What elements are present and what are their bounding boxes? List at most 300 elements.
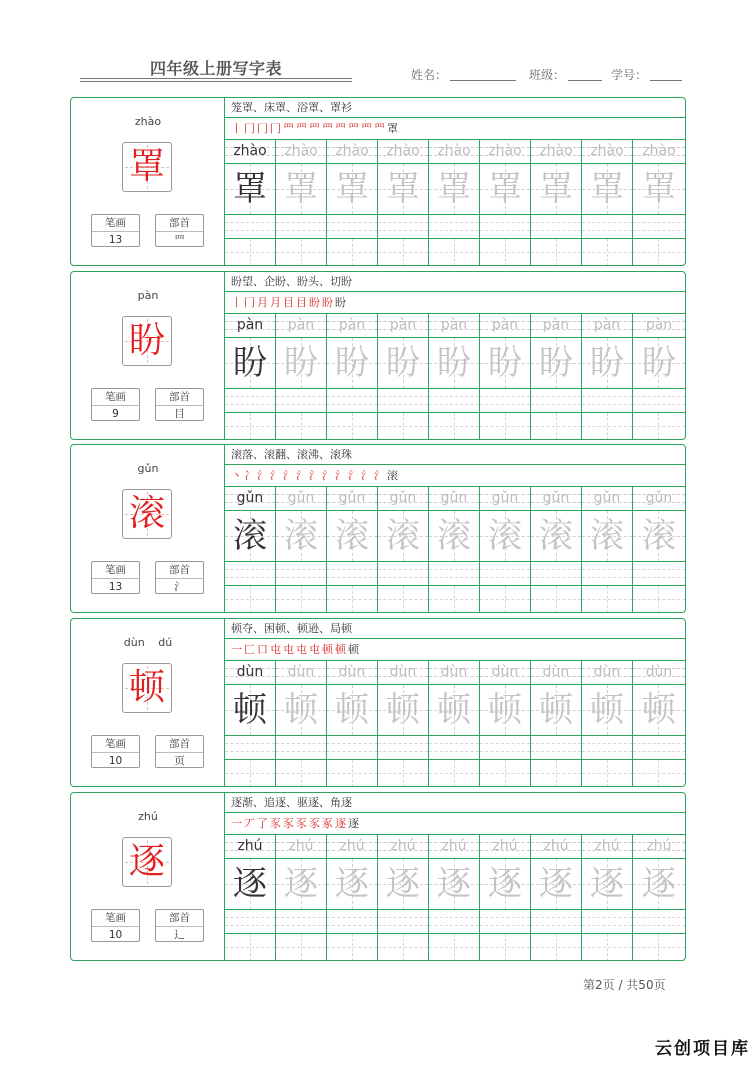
pinyin-cell xyxy=(531,487,581,511)
pinyin-label: zhú xyxy=(138,810,158,823)
blank-pinyin-cell[interactable] xyxy=(327,215,377,239)
page-title: 四年级上册写字表 xyxy=(149,59,282,78)
blank-character-cell[interactable] xyxy=(378,413,428,440)
blank-character-cell[interactable] xyxy=(582,413,632,440)
character-cell[interactable] xyxy=(582,511,632,562)
character-trace: 罩 xyxy=(335,169,369,209)
stroke-step: 氵 xyxy=(374,469,385,482)
blank-character-cell[interactable] xyxy=(327,239,377,266)
blank-pinyin-cell[interactable] xyxy=(582,389,632,413)
blank-pinyin-cell[interactable] xyxy=(633,215,685,239)
blank-character-cell[interactable] xyxy=(480,239,530,266)
character-cell[interactable] xyxy=(582,859,632,910)
writing-column xyxy=(531,835,582,961)
name-blank[interactable] xyxy=(450,68,516,81)
blank-character-cell[interactable] xyxy=(582,934,632,961)
blank-character-cell[interactable] xyxy=(531,760,581,787)
character-trace: 盼 xyxy=(335,343,369,383)
writing-column xyxy=(531,140,582,266)
blank-pinyin-cell[interactable] xyxy=(225,910,275,934)
character-cell[interactable] xyxy=(225,338,275,389)
blank-pinyin-cell[interactable] xyxy=(378,215,428,239)
character-model: 顿 xyxy=(233,690,267,730)
radical-box xyxy=(155,388,204,421)
character-cell[interactable] xyxy=(327,164,377,215)
blank-character-cell[interactable] xyxy=(633,586,685,613)
stroke-step: 氵 xyxy=(309,469,320,482)
blank-character-cell[interactable] xyxy=(378,934,428,961)
stroke-step: 罒 xyxy=(348,122,359,135)
pinyin-trace: zhú xyxy=(339,838,365,854)
blank-pinyin-cell[interactable] xyxy=(225,215,275,239)
character-trace: 逐 xyxy=(386,864,420,904)
pinyin-cell xyxy=(225,487,275,511)
stroke-count-box xyxy=(91,388,140,421)
blank-pinyin-cell[interactable] xyxy=(276,736,326,760)
blank-character-cell[interactable] xyxy=(633,239,685,266)
blank-character-cell[interactable] xyxy=(378,239,428,266)
character-trace: 盼 xyxy=(437,343,471,383)
stroke-step: 冂 xyxy=(257,122,268,135)
character-glyph: 盼 xyxy=(128,320,165,361)
stroke-step: 罒 xyxy=(322,122,333,135)
pinyin-cell xyxy=(327,140,377,164)
blank-character-cell[interactable] xyxy=(582,760,632,787)
character-cell[interactable] xyxy=(582,685,632,736)
blank-pinyin-cell[interactable] xyxy=(582,562,632,586)
stroke-step: 氵 xyxy=(257,469,268,482)
pinyin-trace: dùn xyxy=(338,664,366,680)
writing-column xyxy=(582,487,633,613)
blank-pinyin-cell[interactable] xyxy=(276,215,326,239)
stroke-step: 冂 xyxy=(244,122,255,135)
character-trace: 滚 xyxy=(284,516,318,556)
stroke-step: 豕 xyxy=(270,817,281,830)
stroke-step: 丆 xyxy=(244,817,255,830)
writing-column xyxy=(531,314,582,440)
class-blank[interactable] xyxy=(568,68,602,81)
character-cell[interactable] xyxy=(633,859,685,910)
stroke-count-value: 10 xyxy=(108,929,123,941)
blank-character-cell[interactable] xyxy=(429,239,479,266)
character-cell[interactable] xyxy=(531,338,581,389)
pinyin-label: zhào xyxy=(134,115,162,128)
blank-pinyin-cell[interactable] xyxy=(225,562,275,586)
writing-grid xyxy=(225,835,685,961)
blank-pinyin-cell[interactable] xyxy=(633,736,685,760)
writing-column xyxy=(633,314,685,440)
pinyin-cell xyxy=(582,835,632,859)
character-info-panel xyxy=(71,619,225,786)
writing-column xyxy=(276,661,327,787)
example-words: 顿夺、困顿、顿逊、局顿 xyxy=(225,619,685,639)
character-cell[interactable] xyxy=(633,338,685,389)
pinyin-trace: zhào xyxy=(284,143,318,159)
blank-pinyin-cell[interactable] xyxy=(480,562,530,586)
blank-pinyin-cell[interactable] xyxy=(429,736,479,760)
pinyin-cell xyxy=(429,835,479,859)
student-id-field[interactable] xyxy=(611,66,682,83)
character-trace: 顿 xyxy=(335,690,369,730)
blank-character-cell[interactable] xyxy=(633,760,685,787)
pinyin-cell xyxy=(633,314,685,338)
blank-pinyin-cell[interactable] xyxy=(327,562,377,586)
student-id-blank[interactable] xyxy=(650,68,682,81)
stroke-step: 氵 xyxy=(296,469,307,482)
blank-character-cell[interactable] xyxy=(378,586,428,613)
writing-column xyxy=(582,835,633,961)
character-trace: 逐 xyxy=(335,864,369,904)
blank-character-cell[interactable] xyxy=(327,760,377,787)
class-label: 班级： xyxy=(529,68,566,82)
stroke-step: 盼 xyxy=(322,296,333,309)
stroke-step: 罒 xyxy=(361,122,372,135)
writing-grid xyxy=(225,140,685,266)
character-trace: 顿 xyxy=(488,690,522,730)
pinyin-trace: pàn xyxy=(287,317,315,333)
character-cell[interactable] xyxy=(633,164,685,215)
character-trace: 滚 xyxy=(437,516,471,556)
character-cell[interactable] xyxy=(582,338,632,389)
pinyin-trace: dùn xyxy=(440,664,468,680)
blank-character-cell[interactable] xyxy=(480,934,530,961)
character-cell[interactable] xyxy=(531,164,581,215)
character-card xyxy=(70,792,686,961)
blank-pinyin-cell[interactable] xyxy=(531,562,581,586)
character-trace: 滚 xyxy=(335,516,369,556)
character-trace: 盼 xyxy=(284,343,318,383)
writing-column xyxy=(582,314,633,440)
character-cell[interactable] xyxy=(276,685,326,736)
writing-column xyxy=(225,661,276,787)
writing-column xyxy=(480,140,531,266)
writing-column xyxy=(378,140,429,266)
writing-column xyxy=(378,487,429,613)
blank-character-cell[interactable] xyxy=(327,413,377,440)
blank-pinyin-cell[interactable] xyxy=(327,736,377,760)
pinyin-trace: gǔn xyxy=(491,490,519,506)
stroke-step: 逐 xyxy=(335,817,346,830)
pinyin-cell xyxy=(480,487,530,511)
blank-character-cell[interactable] xyxy=(429,586,479,613)
blank-character-cell[interactable] xyxy=(327,586,377,613)
character-cell[interactable] xyxy=(276,338,326,389)
blank-pinyin-cell[interactable] xyxy=(531,389,581,413)
class-field[interactable] xyxy=(529,66,602,83)
stroke-step: 月 xyxy=(257,296,268,309)
stroke-step: 月 xyxy=(270,296,281,309)
radical-value: 罒 xyxy=(174,234,185,246)
student-id-label: 学号： xyxy=(611,68,648,82)
pinyin-trace: pàn xyxy=(338,317,366,333)
writing-grid xyxy=(225,314,685,440)
character-cell[interactable] xyxy=(480,164,530,215)
character-info-panel xyxy=(71,98,225,265)
title-underline xyxy=(80,78,352,79)
blank-character-cell[interactable] xyxy=(633,413,685,440)
radical-label: 部首 xyxy=(156,215,203,232)
character-cell[interactable] xyxy=(480,511,530,562)
blank-pinyin-cell[interactable] xyxy=(480,736,530,760)
character-cell[interactable] xyxy=(327,685,377,736)
practice-area xyxy=(225,793,685,960)
writing-column xyxy=(429,140,480,266)
character-trace: 顿 xyxy=(284,690,318,730)
blank-pinyin-cell[interactable] xyxy=(378,389,428,413)
character-cell[interactable] xyxy=(480,338,530,389)
writing-grid xyxy=(225,487,685,613)
blank-character-cell[interactable] xyxy=(531,586,581,613)
blank-pinyin-cell[interactable] xyxy=(531,910,581,934)
character-cell[interactable] xyxy=(327,511,377,562)
blank-character-cell[interactable] xyxy=(276,934,326,961)
pinyin-trace: zhú xyxy=(646,838,672,854)
pinyin-cell xyxy=(276,487,326,511)
character-cell[interactable] xyxy=(225,685,275,736)
character-cell[interactable] xyxy=(429,859,479,910)
blank-character-cell[interactable] xyxy=(276,239,326,266)
blank-character-cell[interactable] xyxy=(378,760,428,787)
character-cell[interactable] xyxy=(429,164,479,215)
character-cell[interactable] xyxy=(480,685,530,736)
blank-character-cell[interactable] xyxy=(429,413,479,440)
blank-character-cell[interactable] xyxy=(480,413,530,440)
character-cell[interactable] xyxy=(633,511,685,562)
character-cell[interactable] xyxy=(531,859,581,910)
character-trace: 逐 xyxy=(437,864,471,904)
character-trace: 滚 xyxy=(590,516,624,556)
pinyin-model: gǔn xyxy=(236,490,264,506)
pinyin-cell xyxy=(327,835,377,859)
blank-pinyin-cell[interactable] xyxy=(480,215,530,239)
writing-column xyxy=(276,835,327,961)
pinyin-cell xyxy=(276,835,326,859)
pinyin-cell xyxy=(633,835,685,859)
pinyin-cell xyxy=(480,835,530,859)
character-trace: 逐 xyxy=(642,864,676,904)
blank-pinyin-cell[interactable] xyxy=(480,910,530,934)
blank-character-cell[interactable] xyxy=(225,760,275,787)
character-cell[interactable] xyxy=(429,685,479,736)
blank-character-cell[interactable] xyxy=(480,760,530,787)
blank-pinyin-cell[interactable] xyxy=(633,910,685,934)
blank-character-cell[interactable] xyxy=(429,934,479,961)
blank-pinyin-cell[interactable] xyxy=(327,389,377,413)
character-cell[interactable] xyxy=(225,511,275,562)
stroke-step: 罒 xyxy=(335,122,346,135)
writing-column xyxy=(633,140,685,266)
blank-pinyin-cell[interactable] xyxy=(429,215,479,239)
pinyin-cell xyxy=(276,661,326,685)
character-display-box xyxy=(122,489,172,539)
writing-column xyxy=(327,835,378,961)
pinyin-cell xyxy=(429,140,479,164)
character-display-box xyxy=(122,316,172,366)
stroke-step: 丶 xyxy=(231,469,242,482)
pinyin-trace: gǔn xyxy=(338,490,366,506)
name-field[interactable] xyxy=(411,66,516,83)
character-cell[interactable] xyxy=(378,685,428,736)
blank-pinyin-cell[interactable] xyxy=(378,910,428,934)
stroke-step: 罒 xyxy=(309,122,320,135)
blank-character-cell[interactable] xyxy=(276,413,326,440)
character-cell[interactable] xyxy=(582,164,632,215)
blank-character-cell[interactable] xyxy=(531,413,581,440)
character-cell[interactable] xyxy=(276,859,326,910)
stroke-step: 冂 xyxy=(270,122,281,135)
blank-character-cell[interactable] xyxy=(225,413,275,440)
character-cell[interactable] xyxy=(225,164,275,215)
pinyin-cell xyxy=(378,487,428,511)
stroke-step: 匚 xyxy=(244,643,255,656)
writing-column xyxy=(633,835,685,961)
blank-pinyin-cell[interactable] xyxy=(276,389,326,413)
blank-pinyin-cell[interactable] xyxy=(276,910,326,934)
character-trace: 罩 xyxy=(386,169,420,209)
blank-character-cell[interactable] xyxy=(582,239,632,266)
blank-pinyin-cell[interactable] xyxy=(225,736,275,760)
blank-character-cell[interactable] xyxy=(531,239,581,266)
blank-character-cell[interactable] xyxy=(633,934,685,961)
blank-pinyin-cell[interactable] xyxy=(225,389,275,413)
blank-pinyin-cell[interactable] xyxy=(633,562,685,586)
watermark-logo: 云创项目库 xyxy=(655,1039,750,1059)
character-trace: 罩 xyxy=(590,169,624,209)
stroke-step: 一 xyxy=(231,643,242,656)
blank-pinyin-cell[interactable] xyxy=(276,562,326,586)
character-cell[interactable] xyxy=(327,859,377,910)
pinyin-cell xyxy=(327,661,377,685)
character-display-box xyxy=(122,837,172,887)
practice-area xyxy=(225,619,685,786)
pinyin-cell xyxy=(225,140,275,164)
character-glyph: 罩 xyxy=(128,146,165,187)
character-cell[interactable] xyxy=(378,164,428,215)
character-cell[interactable] xyxy=(480,859,530,910)
pinyin-trace: gǔn xyxy=(645,490,673,506)
character-cell[interactable] xyxy=(276,164,326,215)
pinyin-cell xyxy=(633,140,685,164)
blank-pinyin-cell[interactable] xyxy=(531,215,581,239)
pinyin-model: zhú xyxy=(237,838,263,854)
blank-character-cell[interactable] xyxy=(582,586,632,613)
blank-pinyin-cell[interactable] xyxy=(582,910,632,934)
pinyin-cell xyxy=(429,314,479,338)
character-cell[interactable] xyxy=(225,859,275,910)
writing-column xyxy=(480,314,531,440)
writing-column xyxy=(531,487,582,613)
blank-character-cell[interactable] xyxy=(531,934,581,961)
blank-character-cell[interactable] xyxy=(480,586,530,613)
character-trace: 滚 xyxy=(386,516,420,556)
radical-label: 部首 xyxy=(156,562,203,579)
writing-column xyxy=(531,661,582,787)
blank-pinyin-cell[interactable] xyxy=(429,389,479,413)
writing-column xyxy=(225,140,276,266)
writing-column xyxy=(327,314,378,440)
blank-character-cell[interactable] xyxy=(276,586,326,613)
blank-pinyin-cell[interactable] xyxy=(531,736,581,760)
stroke-step: 冂 xyxy=(244,296,255,309)
pinyin-cell xyxy=(378,140,428,164)
character-cell[interactable] xyxy=(633,685,685,736)
character-cell[interactable] xyxy=(378,859,428,910)
pinyin-trace: gǔn xyxy=(287,490,315,506)
blank-pinyin-cell[interactable] xyxy=(582,215,632,239)
character-cell[interactable] xyxy=(327,338,377,389)
character-trace: 盼 xyxy=(642,343,676,383)
blank-character-cell[interactable] xyxy=(225,586,275,613)
blank-pinyin-cell[interactable] xyxy=(480,389,530,413)
example-words: 盼望、企盼、盼头、切盼 xyxy=(225,272,685,292)
stroke-count-value: 13 xyxy=(108,581,123,593)
practice-area xyxy=(225,445,685,612)
character-trace: 滚 xyxy=(642,516,676,556)
writing-column xyxy=(480,835,531,961)
character-trace: 顿 xyxy=(539,690,573,730)
blank-pinyin-cell[interactable] xyxy=(378,562,428,586)
character-cell[interactable] xyxy=(378,338,428,389)
pinyin-trace: zhú xyxy=(594,838,620,854)
blank-character-cell[interactable] xyxy=(225,239,275,266)
blank-character-cell[interactable] xyxy=(276,760,326,787)
stroke-step: 了 xyxy=(257,817,268,830)
writing-column xyxy=(429,835,480,961)
blank-pinyin-cell[interactable] xyxy=(327,910,377,934)
blank-pinyin-cell[interactable] xyxy=(429,910,479,934)
character-cell[interactable] xyxy=(531,685,581,736)
pinyin-model: zhào xyxy=(233,143,267,159)
pinyin-trace: gǔn xyxy=(389,490,417,506)
stroke-count-label: 笔画 xyxy=(92,910,139,927)
stroke-step: 屯 xyxy=(270,643,281,656)
stroke-step: 豖 xyxy=(322,817,333,830)
character-cell[interactable] xyxy=(378,511,428,562)
title-underline-2 xyxy=(80,81,352,82)
stroke-count-value: 9 xyxy=(112,408,119,420)
stroke-step: 盼 xyxy=(309,296,320,309)
stroke-count-label: 笔画 xyxy=(92,215,139,232)
blank-character-cell[interactable] xyxy=(429,760,479,787)
stroke-step: 罒 xyxy=(296,122,307,135)
character-card xyxy=(70,618,686,787)
blank-pinyin-cell[interactable] xyxy=(429,562,479,586)
pinyin-cell xyxy=(582,314,632,338)
blank-pinyin-cell[interactable] xyxy=(378,736,428,760)
blank-pinyin-cell[interactable] xyxy=(582,736,632,760)
pinyin-trace: pàn xyxy=(491,317,519,333)
pinyin-trace: dùn xyxy=(389,664,417,680)
pinyin-cell xyxy=(276,314,326,338)
writing-column xyxy=(378,661,429,787)
character-cell[interactable] xyxy=(276,511,326,562)
pinyin-trace: pàn xyxy=(440,317,468,333)
pinyin-cell xyxy=(480,661,530,685)
stroke-step: 氵 xyxy=(348,469,359,482)
character-cell[interactable] xyxy=(429,511,479,562)
blank-character-cell[interactable] xyxy=(225,934,275,961)
blank-character-cell[interactable] xyxy=(327,934,377,961)
character-trace: 逐 xyxy=(590,864,624,904)
character-glyph: 逐 xyxy=(128,841,165,882)
stroke-order xyxy=(225,813,685,835)
character-cell[interactable] xyxy=(531,511,581,562)
character-trace: 顿 xyxy=(590,690,624,730)
blank-pinyin-cell[interactable] xyxy=(633,389,685,413)
character-cell[interactable] xyxy=(429,338,479,389)
radical-value: 页 xyxy=(174,755,185,767)
pinyin-trace: gǔn xyxy=(593,490,621,506)
